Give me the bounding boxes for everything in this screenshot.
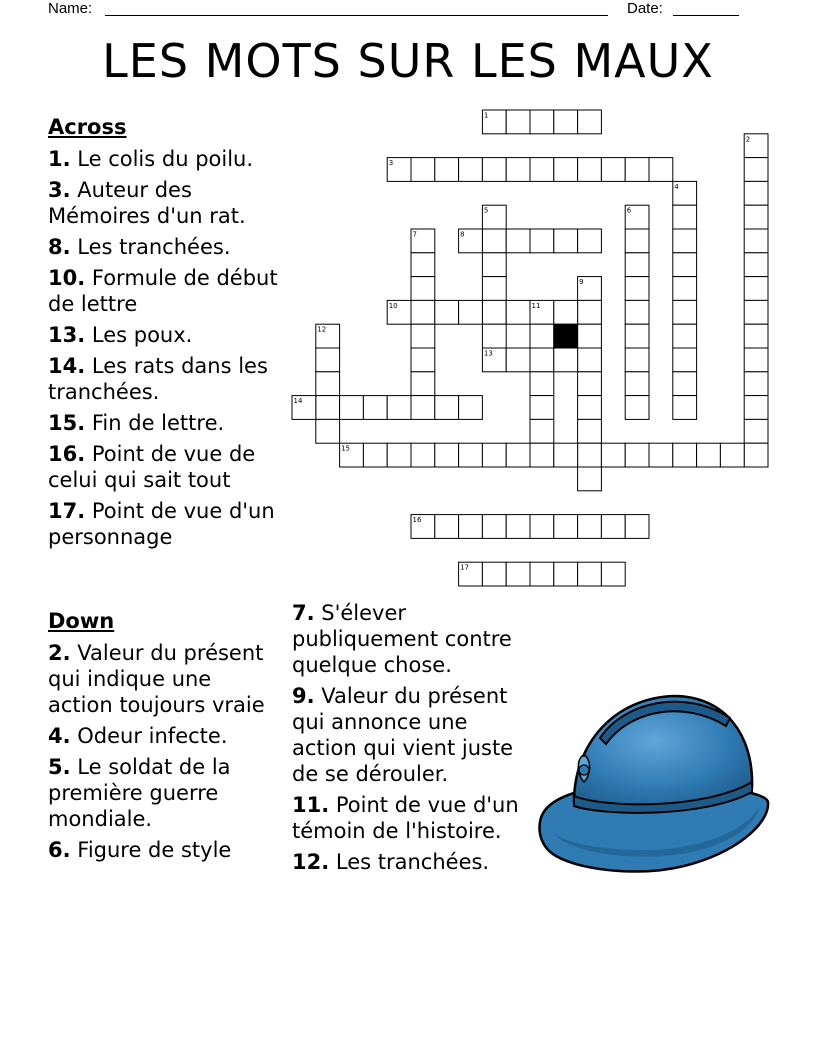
across-clues xyxy=(48,114,280,555)
grid-cell[interactable] xyxy=(578,562,602,586)
grid-cell[interactable] xyxy=(673,277,697,301)
cell-number: 14 xyxy=(293,397,303,406)
clue-item xyxy=(292,792,524,844)
grid-cell[interactable] xyxy=(435,515,459,539)
grid-cell[interactable] xyxy=(601,515,625,539)
grid-cell[interactable] xyxy=(601,562,625,586)
grid-cell[interactable] xyxy=(554,348,578,372)
grid-cell[interactable] xyxy=(744,419,768,443)
clue-number: 10. xyxy=(48,266,86,290)
grid-cell[interactable] xyxy=(578,348,602,372)
grid-cell[interactable] xyxy=(673,229,697,253)
grid-cell[interactable] xyxy=(744,324,768,348)
across-heading: Across xyxy=(48,115,127,139)
clue-text: Les tranchées. xyxy=(329,850,490,874)
grid-cell[interactable] xyxy=(530,419,554,443)
grid-cell[interactable] xyxy=(482,300,506,324)
grid-cell[interactable] xyxy=(411,253,435,277)
grid-cell[interactable] xyxy=(435,443,459,467)
grid-cell[interactable] xyxy=(363,396,387,420)
cell-number: 12 xyxy=(317,325,327,334)
clue-item xyxy=(48,837,280,863)
grid-cell[interactable] xyxy=(554,110,578,134)
helmet-icon xyxy=(534,684,770,880)
clue-number: 1. xyxy=(48,147,71,171)
clue-text: Figure de style xyxy=(70,838,232,862)
clue-item xyxy=(48,146,280,172)
clue-number: 3. xyxy=(48,178,71,202)
grid-cell[interactable] xyxy=(744,300,768,324)
grid-cell[interactable] xyxy=(530,515,554,539)
grid-cell[interactable] xyxy=(625,348,649,372)
clue-item xyxy=(48,754,280,832)
grid-cell[interactable] xyxy=(578,396,602,420)
grid-cell[interactable] xyxy=(530,443,554,467)
clue-number: 6. xyxy=(48,838,71,862)
grid-cell[interactable] xyxy=(625,515,649,539)
grid-cell[interactable] xyxy=(530,348,554,372)
clue-number: 8. xyxy=(48,235,71,259)
black-cell xyxy=(554,324,578,348)
cell-number: 2 xyxy=(745,135,751,144)
cell-number: 17 xyxy=(460,563,470,572)
grid-cell[interactable] xyxy=(554,229,578,253)
grid-cell[interactable] xyxy=(625,229,649,253)
clue-text: S'élever publiquement contre quelque chose. xyxy=(292,601,512,677)
grid-cell[interactable] xyxy=(387,396,411,420)
grid-cell[interactable] xyxy=(673,396,697,420)
grid-cell[interactable] xyxy=(506,348,530,372)
clue-number: 15. xyxy=(48,411,86,435)
grid-cell[interactable] xyxy=(601,443,625,467)
clue-item xyxy=(48,353,280,405)
grid-cell[interactable] xyxy=(506,515,530,539)
grid-cell[interactable] xyxy=(625,158,649,182)
grid-cell[interactable] xyxy=(744,443,768,467)
clue-text: Point de vue d'un témoin de l'histoire. xyxy=(292,793,519,843)
grid-cell[interactable] xyxy=(625,324,649,348)
clue-item xyxy=(48,723,280,749)
grid-cell[interactable] xyxy=(411,324,435,348)
clue-text: Valeur du présent qui indique une action toujours vraie xyxy=(48,641,265,717)
grid-cell[interactable] xyxy=(316,348,340,372)
grid-cell[interactable] xyxy=(649,443,673,467)
clue-number: 11. xyxy=(292,793,330,817)
down-heading: Down xyxy=(48,609,115,633)
grid-cell[interactable] xyxy=(673,300,697,324)
grid-cell[interactable] xyxy=(744,158,768,182)
grid-cell[interactable] xyxy=(578,372,602,396)
clue-item xyxy=(292,849,524,875)
grid-cell[interactable] xyxy=(744,277,768,301)
grid-cell[interactable] xyxy=(578,158,602,182)
grid-cell[interactable] xyxy=(482,253,506,277)
clue-number: 16. xyxy=(48,442,86,466)
grid-cell[interactable] xyxy=(554,158,578,182)
grid-cell[interactable] xyxy=(340,396,364,420)
grid-cell[interactable] xyxy=(506,443,530,467)
grid-cell[interactable] xyxy=(625,443,649,467)
clue-item xyxy=(292,600,524,678)
grid-cell[interactable] xyxy=(482,443,506,467)
grid-cell[interactable] xyxy=(482,562,506,586)
clue-number: 14. xyxy=(48,354,86,378)
grid-cell[interactable] xyxy=(411,277,435,301)
down-clues-col1 xyxy=(48,608,280,868)
grid-cell[interactable] xyxy=(744,229,768,253)
clue-text: Les rats dans les tranchées. xyxy=(48,354,268,404)
grid-cell[interactable] xyxy=(482,277,506,301)
grid-cell[interactable] xyxy=(554,515,578,539)
grid-cell[interactable] xyxy=(744,372,768,396)
clue-text: Le soldat de la première guerre mondiale. xyxy=(48,755,231,831)
clue-number: 9. xyxy=(292,684,315,708)
clue-item xyxy=(48,498,280,550)
grid-cell[interactable] xyxy=(411,396,435,420)
grid-cell[interactable] xyxy=(482,515,506,539)
grid-cell[interactable] xyxy=(530,110,554,134)
cell-number: 15 xyxy=(341,444,351,453)
grid-cell[interactable] xyxy=(625,277,649,301)
clue-item xyxy=(48,640,280,718)
grid-cell[interactable] xyxy=(459,158,483,182)
clue-item xyxy=(48,234,280,260)
grid-cell[interactable] xyxy=(506,110,530,134)
clue-item xyxy=(48,265,280,317)
grid-cell[interactable] xyxy=(578,229,602,253)
grid-cell[interactable] xyxy=(744,348,768,372)
clue-text: Formule de début de lettre xyxy=(48,266,278,316)
cell-number: 13 xyxy=(483,349,493,358)
grid-cell[interactable] xyxy=(530,229,554,253)
grid-cell[interactable] xyxy=(435,158,459,182)
cell-number: 16 xyxy=(412,516,422,525)
grid-cell[interactable] xyxy=(601,158,625,182)
grid-cell[interactable] xyxy=(578,515,602,539)
grid-cell[interactable] xyxy=(506,229,530,253)
grid-cell[interactable] xyxy=(316,372,340,396)
grid-cell[interactable] xyxy=(673,443,697,467)
clue-number: 13. xyxy=(48,323,86,347)
clue-number: 4. xyxy=(48,724,71,748)
clue-text: Les tranchées. xyxy=(70,235,231,259)
cell-number: 4 xyxy=(674,182,679,191)
grid-cell[interactable] xyxy=(578,443,602,467)
grid-cell[interactable] xyxy=(578,467,602,491)
grid-cell[interactable] xyxy=(459,396,483,420)
grid-cell[interactable] xyxy=(744,253,768,277)
grid-cell[interactable] xyxy=(673,205,697,229)
clue-text: Valeur du présent qui annonce une action qui vient juste de se dérouler. xyxy=(292,684,514,786)
clue-text: Le colis du poilu. xyxy=(70,147,254,171)
cell-number: 11 xyxy=(531,301,541,310)
clue-number: 7. xyxy=(292,601,315,625)
grid-cell[interactable] xyxy=(459,300,483,324)
cell-number: 7 xyxy=(412,230,417,239)
grid-cell[interactable] xyxy=(554,562,578,586)
grid-cell[interactable] xyxy=(506,300,530,324)
grid-cell[interactable] xyxy=(411,372,435,396)
grid-cell[interactable] xyxy=(506,158,530,182)
down-clues-col2 xyxy=(292,600,524,880)
date-label: Date: xyxy=(627,0,663,17)
grid-cell[interactable] xyxy=(435,396,459,420)
grid-cell[interactable] xyxy=(625,253,649,277)
grid-cell[interactable] xyxy=(720,443,744,467)
cell-number: 6 xyxy=(626,206,632,215)
clue-text: Point de vue de celui qui sait tout xyxy=(48,442,256,492)
clue-text: Les poux. xyxy=(85,323,193,347)
clue-number: 12. xyxy=(292,850,330,874)
grid-cell[interactable] xyxy=(578,300,602,324)
grid-cell[interactable] xyxy=(530,372,554,396)
grid-cell[interactable] xyxy=(554,443,578,467)
grid-cell[interactable] xyxy=(459,443,483,467)
grid-cell[interactable] xyxy=(435,300,459,324)
clue-text: Fin de lettre. xyxy=(85,411,225,435)
grid-cell[interactable] xyxy=(530,158,554,182)
cell-number: 1 xyxy=(483,111,489,120)
grid-cell[interactable] xyxy=(482,324,506,348)
cell-number: 9 xyxy=(579,278,584,287)
grid-cell[interactable] xyxy=(411,443,435,467)
grid-cell[interactable] xyxy=(697,443,721,467)
down-clue-list-2 xyxy=(292,600,524,875)
name-label: Name: xyxy=(48,0,93,17)
clue-number: 5. xyxy=(48,755,71,779)
grid-cell[interactable] xyxy=(744,396,768,420)
grid-cell[interactable] xyxy=(530,324,554,348)
clue-text: Auteur des Mémoires d'un rat. xyxy=(48,178,246,228)
cell-number: 10 xyxy=(388,301,398,310)
grid-cell[interactable] xyxy=(411,348,435,372)
grid-cell[interactable] xyxy=(530,562,554,586)
grid-cell[interactable] xyxy=(673,372,697,396)
clue-item xyxy=(48,322,280,348)
grid-cell[interactable] xyxy=(578,324,602,348)
grid-cell[interactable] xyxy=(411,300,435,324)
grid-cell[interactable] xyxy=(316,396,340,420)
grid-cell[interactable] xyxy=(363,443,387,467)
page-title: LES MOTS SUR LES MAUX xyxy=(102,34,714,88)
clue-text: Odeur infecte. xyxy=(70,724,228,748)
grid-cell[interactable] xyxy=(625,396,649,420)
clue-item xyxy=(48,177,280,229)
grid-cell[interactable] xyxy=(482,158,506,182)
cell-number: 5 xyxy=(483,206,489,215)
clue-number: 17. xyxy=(48,499,86,523)
grid-cell[interactable] xyxy=(625,300,649,324)
grid-cell[interactable] xyxy=(744,181,768,205)
grid-cell[interactable] xyxy=(411,158,435,182)
grid-cell[interactable] xyxy=(578,110,602,134)
cell-number: 3 xyxy=(388,159,394,168)
grid-cell[interactable] xyxy=(625,372,649,396)
grid-cell[interactable] xyxy=(673,324,697,348)
grid-cell[interactable] xyxy=(673,348,697,372)
grid-cell[interactable] xyxy=(530,396,554,420)
clue-item xyxy=(48,410,280,436)
grid-cell[interactable] xyxy=(459,515,483,539)
cell-number: 8 xyxy=(460,230,465,239)
grid-cell[interactable] xyxy=(387,443,411,467)
clue-item xyxy=(292,683,524,787)
clue-text: Point de vue d'un personnage xyxy=(48,499,275,549)
grid-cell[interactable] xyxy=(316,419,340,443)
grid-cell[interactable] xyxy=(578,419,602,443)
clue-number: 2. xyxy=(48,641,71,665)
grid-cell[interactable] xyxy=(649,158,673,182)
down-clue-list-1 xyxy=(48,640,280,863)
grid-cell[interactable] xyxy=(482,229,506,253)
grid-cell[interactable] xyxy=(744,205,768,229)
clue-item xyxy=(48,441,280,493)
grid-cell[interactable] xyxy=(554,300,578,324)
across-clue-list xyxy=(48,146,280,550)
grid-cell[interactable] xyxy=(673,253,697,277)
grid-cell[interactable] xyxy=(506,562,530,586)
